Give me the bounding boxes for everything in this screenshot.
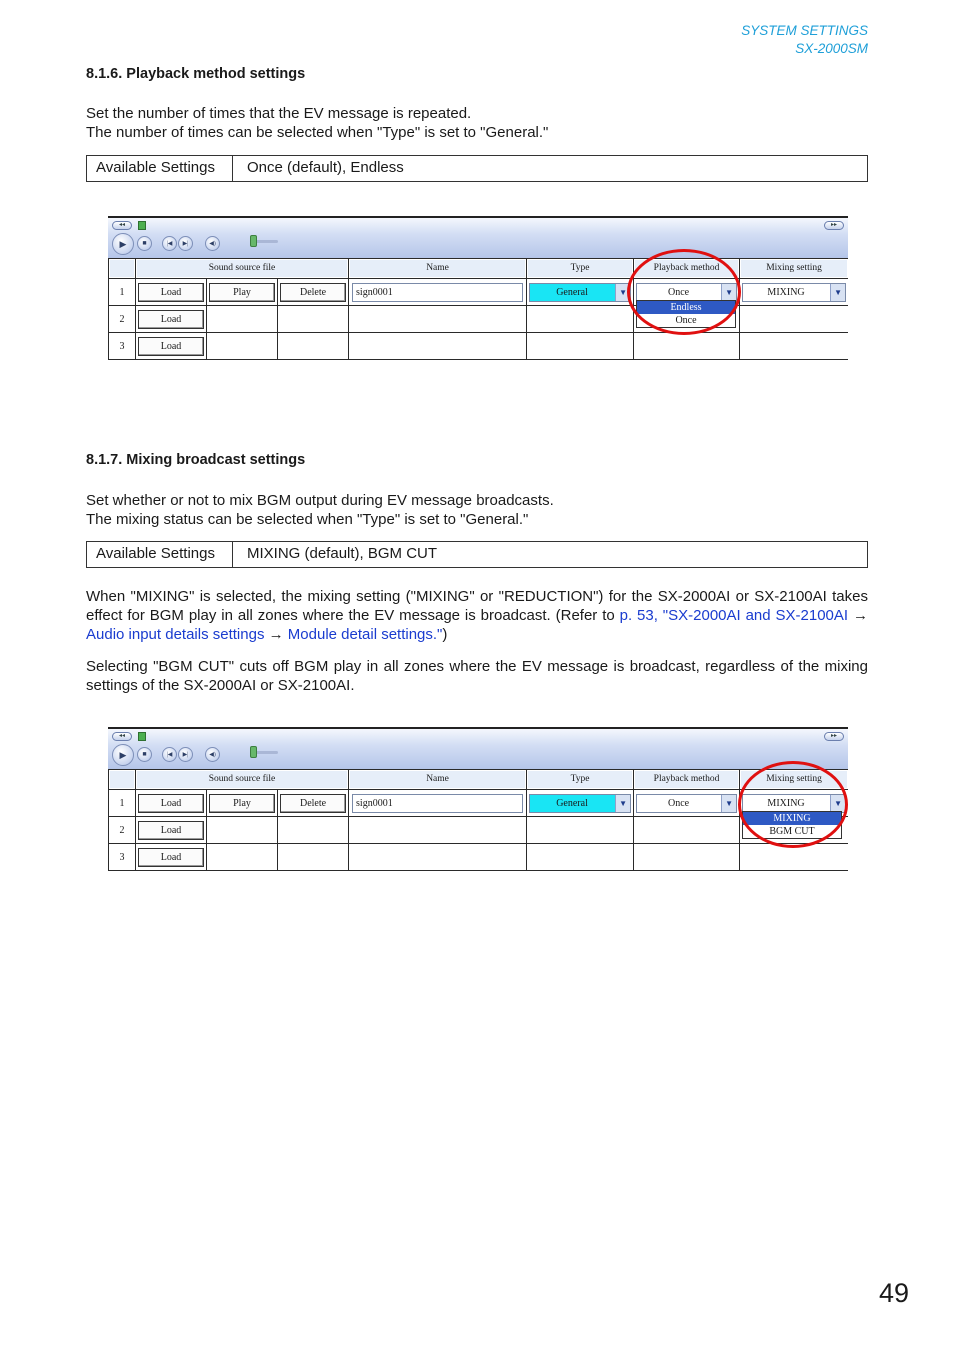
dropdown-option-endless[interactable]: Endless — [637, 301, 735, 314]
name-field[interactable]: sign0001 — [352, 794, 523, 813]
section2-para1: Set whether or not to mix BGM output during EV message broadcasts. — [86, 492, 554, 509]
row-number: 1 — [109, 279, 136, 306]
mixing-setting-select[interactable]: MIXING ▼ — [742, 794, 846, 813]
header-playback-method: Playback method — [634, 770, 740, 790]
load-button[interactable]: Load — [138, 794, 204, 813]
play-icon[interactable]: ▶ — [112, 744, 134, 766]
highlight-circle — [627, 249, 741, 335]
dropdown-option-bgm-cut[interactable]: BGM CUT — [769, 826, 815, 837]
row-number: 3 — [109, 333, 136, 360]
header-mixing-setting: Mixing setting — [740, 259, 848, 279]
section1-para2: The number of times can be selected when "Type" is set to "General." — [86, 124, 549, 141]
previous-icon[interactable]: |◀ — [162, 236, 177, 251]
delete-button[interactable]: Delete — [280, 283, 346, 302]
running-header — [741, 22, 868, 58]
message-table — [108, 258, 848, 360]
status-indicator — [138, 732, 146, 741]
row-number: 2 — [109, 817, 136, 844]
row-number: 3 — [109, 844, 136, 871]
dropdown-option-once[interactable]: Once — [675, 315, 697, 326]
highlight-circle — [738, 761, 848, 848]
dropdown-option-mixing[interactable]: MIXING — [743, 812, 841, 825]
available-settings-label: Available Settings — [87, 156, 233, 181]
header-name: Name — [349, 770, 527, 790]
volume-slider-thumb[interactable] — [250, 746, 257, 758]
play-button[interactable]: Play — [209, 283, 275, 302]
row-number: 2 — [109, 306, 136, 333]
expand-pill[interactable]: ▸▸ — [824, 732, 844, 741]
volume-icon[interactable]: ◀) — [205, 236, 220, 251]
play-button[interactable]: Play — [209, 794, 275, 813]
bgm-cut-explanation-para: Selecting "BGM CUT" cuts off BGM play in all zones where the EV message is broadcast, regardless of the mixing settings of the SX-2000AI or SX-2100AI. — [86, 658, 868, 694]
load-button[interactable]: Load — [138, 337, 204, 356]
row-number: 1 — [109, 790, 136, 817]
header-type: Type — [527, 770, 634, 790]
playback-method-select[interactable]: Once ▼ — [636, 283, 737, 302]
playback-method-select[interactable]: Once ▼ — [636, 794, 737, 813]
play-icon[interactable]: ▶ — [112, 233, 134, 255]
reference-link-sx2000ai[interactable]: p. 53, "SX-2000AI and SX-2100AI — [619, 607, 849, 624]
header-sound-source: Sound source file — [136, 259, 349, 279]
header-sound-source: Sound source file — [136, 770, 349, 790]
load-button[interactable]: Load — [138, 848, 204, 867]
player-toolbar — [108, 727, 848, 769]
table-row — [109, 306, 849, 333]
mixing-explanation-para: When "MIXING" is selected, the mixing setting ("MIXING" or "REDUCTION") for the SX-2000AI or SX-2100AI takes effect for BGM play in all zones where the EV message is broadcast. (Refer to p. 53, "SX-2000AI and SX-2100AI → Audio input details settings → Module detail settings.") — [86, 588, 868, 643]
table-row — [109, 817, 849, 844]
chevron-down-icon[interactable]: ▼ — [830, 284, 845, 301]
next-icon[interactable]: ▶| — [178, 236, 193, 251]
status-indicator — [138, 221, 146, 230]
load-button[interactable]: Load — [138, 821, 204, 840]
section2-para2: The mixing status can be selected when "Type" is set to "General." — [86, 511, 529, 528]
table-row — [109, 333, 849, 360]
available-settings-label: Available Settings — [87, 542, 233, 567]
reference-link-audio-input[interactable]: Audio input details settings — [86, 626, 265, 643]
player-toolbar — [108, 216, 848, 258]
volume-icon[interactable]: ◀) — [205, 747, 220, 762]
section-title-playback: 8.1.6. Playback method settings — [86, 66, 306, 82]
next-icon[interactable]: ▶| — [178, 747, 193, 762]
header-mixing-setting: Mixing setting — [740, 770, 848, 790]
stop-icon[interactable]: ■ — [137, 747, 152, 762]
section-title-mixing: 8.1.7. Mixing broadcast settings — [86, 452, 306, 468]
header-playback-method: Playback method — [634, 259, 740, 279]
available-settings-value: MIXING (default), BGM CUT — [247, 545, 438, 562]
type-select[interactable]: General ▼ — [529, 283, 631, 302]
header-name: Name — [349, 259, 527, 279]
load-button[interactable]: Load — [138, 310, 204, 329]
chevron-down-icon[interactable]: ▼ — [721, 284, 736, 301]
mixing-setting-select[interactable]: MIXING ▼ — [742, 283, 846, 302]
available-settings-value: Once (default), Endless — [247, 159, 404, 176]
available-settings-box-2 — [86, 541, 868, 568]
volume-slider-track[interactable] — [254, 240, 278, 243]
header-line2: SX-2000SM — [795, 41, 868, 56]
header-type: Type — [527, 259, 634, 279]
volume-slider-thumb[interactable] — [250, 235, 257, 247]
stop-icon[interactable]: ■ — [137, 236, 152, 251]
section1-para1: Set the number of times that the EV message is repeated. — [86, 105, 472, 122]
volume-slider-track[interactable] — [254, 751, 278, 754]
chevron-down-icon[interactable]: ▼ — [615, 795, 630, 812]
previous-icon[interactable]: |◀ — [162, 747, 177, 762]
delete-button[interactable]: Delete — [280, 794, 346, 813]
header-line1: SYSTEM SETTINGS — [741, 23, 868, 38]
expand-pill[interactable]: ▸▸ — [824, 221, 844, 230]
name-field[interactable]: sign0001 — [352, 283, 523, 302]
message-table — [108, 769, 848, 871]
table-header-row — [109, 770, 849, 790]
chevron-down-icon[interactable]: ▼ — [721, 795, 736, 812]
chevron-down-icon[interactable]: ▼ — [830, 795, 845, 812]
chevron-down-icon[interactable]: ▼ — [615, 284, 630, 301]
table-row — [109, 844, 849, 871]
collapse-pill[interactable]: ◂◂ — [112, 221, 132, 230]
page-number: 49 — [878, 1278, 909, 1308]
reference-link-module-detail[interactable]: Module detail settings." — [287, 626, 443, 643]
playback-screenshot — [108, 216, 848, 361]
load-button[interactable]: Load — [138, 283, 204, 302]
collapse-pill[interactable]: ◂◂ — [112, 732, 132, 741]
available-settings-box-1 — [86, 155, 868, 182]
mixing-screenshot — [108, 727, 848, 872]
type-select[interactable]: General ▼ — [529, 794, 631, 813]
